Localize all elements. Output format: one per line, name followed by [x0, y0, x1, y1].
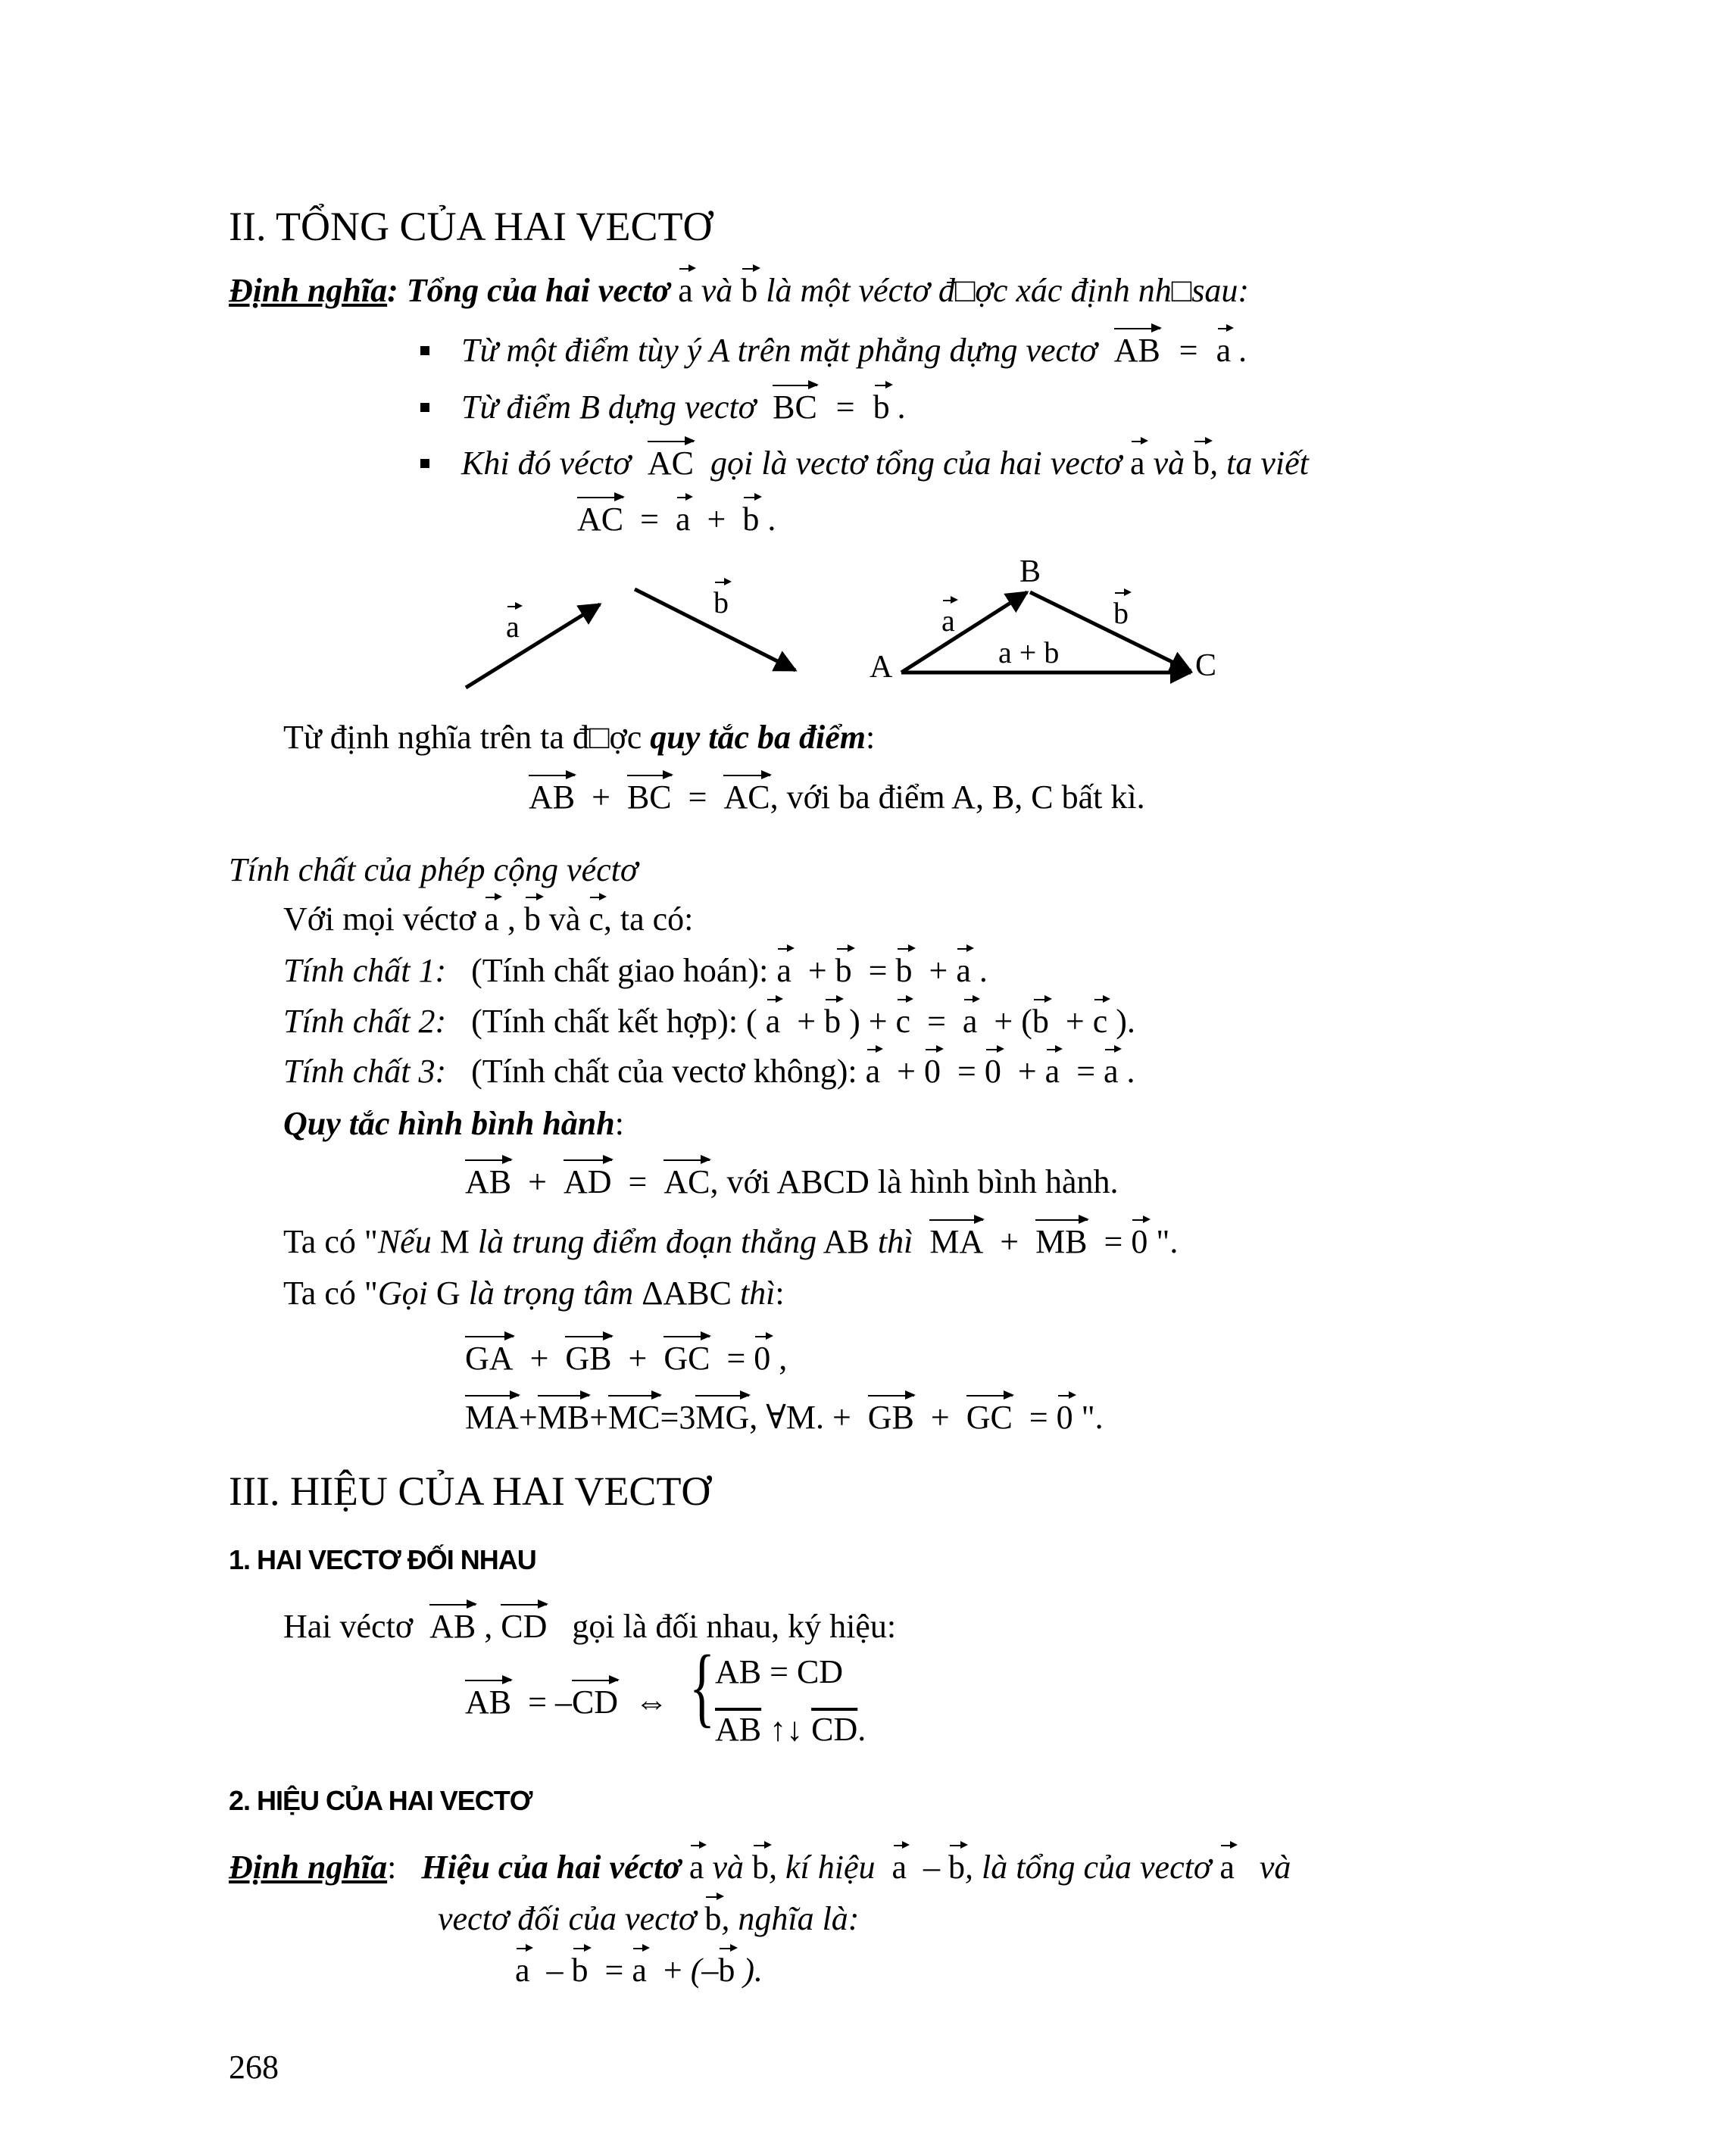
- property-3-label: Tính chất 3:: [283, 1053, 447, 1090]
- system-line-2: $\overline{AB}$ ↑↓ $\overline{CD}$.: [715, 1711, 866, 1748]
- difference-line-2-text: vectơ đối của vectơ: [438, 1900, 697, 1937]
- property-3: Tính chất 3: (Tính chất của vectơ không): a + 0 = 0 + a = a .: [283, 1053, 1135, 1090]
- vector-a: a: [675, 501, 691, 538]
- definition-label: Định nghĩa: [229, 272, 388, 309]
- fig-point-A: A: [870, 650, 893, 685]
- centroid-italic-1: Gọi: [377, 1275, 428, 1312]
- fig-tri-b: b: [1113, 596, 1129, 630]
- fig-tri-a: a: [941, 604, 955, 638]
- opposite-vectors-line: Hai véctơ AB , CD gọi là đối nhau, ký hiệu:: [283, 1608, 897, 1645]
- parallelogram-rule-name: Quy tắc hình bình hành: [283, 1105, 615, 1142]
- vector-a: a: [1130, 445, 1145, 482]
- three-point-intro-text: Từ định nghĩa trên ta đ□ợc: [283, 719, 642, 756]
- property-2: Tính chất 2: (Tính chất kết hợp): ( a + b ) + c = a + (b + c ).: [283, 1003, 1135, 1040]
- bullet-icon: [420, 459, 429, 468]
- difference-line-2-tail: , nghĩa là:: [721, 1900, 860, 1937]
- bullet-3-tail: , ta viết: [1210, 445, 1309, 482]
- difference-tail: , là tổng của vectơ: [965, 1849, 1212, 1886]
- difference-formula: a – b = a + (–b ).: [515, 1952, 763, 1989]
- three-point-formula-tail: , với ba điểm A, B, C bất kì.: [770, 779, 1145, 816]
- property-1: Tính chất 1: (Tính chất giao hoán): a + b = b + a .: [283, 952, 988, 989]
- vector-b: b: [742, 501, 760, 538]
- opposite-text-end: gọi là đối nhau, ký hiệu:: [572, 1608, 897, 1645]
- subsection-2-title: 2. HIỆU CỦA HAI VECTƠ: [229, 1785, 532, 1816]
- definition-tail: là một véctơ đ□ợc xác định nh□sau:: [766, 272, 1250, 309]
- sum-expression: AC = a + b .: [577, 501, 776, 538]
- bullet-3-mid: gọi là vectơ tổng của hai vectơ: [710, 445, 1122, 482]
- centroid-start: Ta có ": [283, 1275, 378, 1312]
- difference-bold: Hiệu của hai véctơ: [421, 1849, 681, 1886]
- midpoint-italic-1: Nếu: [377, 1223, 432, 1260]
- centroid-italic-2: là trọng tâm: [468, 1275, 634, 1312]
- three-point-colon: :: [865, 719, 876, 756]
- vector-BC: BC: [626, 779, 672, 816]
- section-ii-title: II. TỔNG CỦA HAI VECTƠ: [229, 204, 713, 249]
- property-2-text: (Tính chất kết hợp):: [471, 1003, 738, 1040]
- system-line-1: AB = CD: [715, 1653, 844, 1690]
- midpoint-M: M: [439, 1223, 470, 1260]
- three-point-rule-name: quy tắc ba điểm: [650, 719, 866, 756]
- midpoint-line: Ta có "Nếu M là trung điểm đoạn thẳng AB thì MA + MB = 0 ".: [283, 1223, 1179, 1260]
- vector-b: b: [873, 389, 890, 426]
- bullet-icon: [420, 403, 429, 412]
- centroid-formula-1: GA + GB + GC = 0 ,: [465, 1340, 788, 1377]
- forall-text: , ∀M. +: [749, 1399, 851, 1436]
- vector-AC: AC: [723, 779, 770, 816]
- fig-label-a: a: [506, 610, 520, 644]
- properties-heading: Tính chất của phép cộng véctơ: [229, 851, 639, 888]
- arrow-a: [466, 604, 600, 688]
- vector-sum-figure: [424, 545, 1257, 704]
- difference-and-2: và: [1259, 1849, 1291, 1886]
- page-number: 268: [229, 2049, 279, 2086]
- opposite-text-start: Hai véctơ: [283, 1608, 414, 1645]
- bullet-3-text: Khi đó véctơ: [461, 445, 631, 482]
- fig-point-C: C: [1195, 648, 1217, 683]
- properties-intro: Với mọi véctơ a , b và c, ta có:: [283, 900, 694, 938]
- midpoint-italic-3: thì: [877, 1223, 913, 1260]
- vector-a: a: [1216, 332, 1232, 369]
- vector-b: b: [741, 272, 758, 309]
- fig-tri-sum: a + b: [998, 635, 1060, 669]
- subsection-1-title: 1. HAI VECTƠ ĐỐI NHAU: [229, 1544, 536, 1575]
- fig-point-B: B: [1019, 554, 1041, 589]
- centroid-formula-2: MA+MB+MC=3MG, ∀M. + GB + GC = 0 ".: [465, 1399, 1104, 1436]
- bullet-3: [420, 444, 1309, 480]
- centroid-line: Ta có "Gọi G là trọng tâm ΔABC thì:: [283, 1275, 785, 1312]
- property-1-text: (Tính chất giao hoán):: [471, 952, 769, 989]
- difference-line-2: vectơ đối của vectơ b, nghĩa là:: [438, 1900, 860, 1937]
- definition-line: [229, 274, 1249, 307]
- difference-kh: , kí hiệu: [768, 1849, 876, 1886]
- vector-AB: AB: [529, 779, 576, 816]
- fig-label-b: b: [713, 585, 729, 619]
- difference-and: và: [712, 1849, 744, 1886]
- centroid-italic-3: thì: [739, 1275, 776, 1312]
- property-1-label: Tính chất 1:: [283, 952, 447, 989]
- midpoint-start: Ta có ": [283, 1223, 378, 1260]
- three-point-formula: AB + BC = AC, với ba điểm A, B, C bất kì.: [529, 779, 1145, 816]
- midpoint-italic-2: là trung điểm đoạn thẳng: [477, 1223, 817, 1260]
- vector-AC: AC: [577, 501, 624, 538]
- definition-text: : Tổng của hai vectơ: [387, 272, 670, 309]
- vector-b: b: [1193, 445, 1210, 482]
- difference-definition: Định nghĩa: Hiệu của hai véctơ a và b, kí hiệu a – b, là tổng của vectơ a và: [229, 1849, 1291, 1886]
- bullet-icon: [420, 346, 429, 355]
- properties-intro-start: Với mọi véctơ: [283, 900, 476, 938]
- property-3-text: (Tính chất của vectơ không):: [471, 1053, 857, 1090]
- bullet-1-text: Từ một điểm tùy ý A trên mặt phẳng dựng vectơ: [461, 332, 1097, 369]
- three-point-intro: [283, 721, 875, 754]
- centroid-triangle: ΔABC: [642, 1275, 732, 1312]
- centroid-G: G: [436, 1275, 461, 1312]
- difference-label: Định nghĩa: [229, 1849, 388, 1886]
- section-iii-title: III. HIỆU CỦA HAI VECTƠ: [229, 1468, 711, 1514]
- parallelogram-heading: Quy tắc hình bình hành:: [283, 1105, 624, 1142]
- bullet-2-text: Từ điểm B dựng vectơ: [461, 389, 757, 426]
- vector-AC: AC: [647, 445, 694, 482]
- property-2-label: Tính chất 2:: [283, 1003, 447, 1040]
- bullet-2: Từ điểm B dựng vectơ BC = b .: [420, 388, 907, 424]
- midpoint-AB: AB: [823, 1223, 870, 1260]
- vector-BC: BC: [773, 389, 817, 426]
- properties-intro-end: , ta có:: [603, 900, 694, 938]
- bullet-3-and: và: [1153, 445, 1185, 482]
- vector-a: a: [678, 272, 693, 309]
- parallelogram-tail: , với ABCD là hình bình hành.: [710, 1163, 1119, 1200]
- opposite-formula: AB = –CD ⇔: [465, 1684, 669, 1721]
- vector-AB: AB: [1113, 332, 1160, 369]
- system-brace: {: [689, 1637, 715, 1736]
- definition-and: và: [701, 272, 733, 309]
- parallelogram-formula: AB + AD = AC, với ABCD là hình bình hành.: [465, 1163, 1119, 1200]
- bullet-1: Từ một điểm tùy ý A trên mặt phẳng dựng vectơ AB = a .: [420, 331, 1247, 367]
